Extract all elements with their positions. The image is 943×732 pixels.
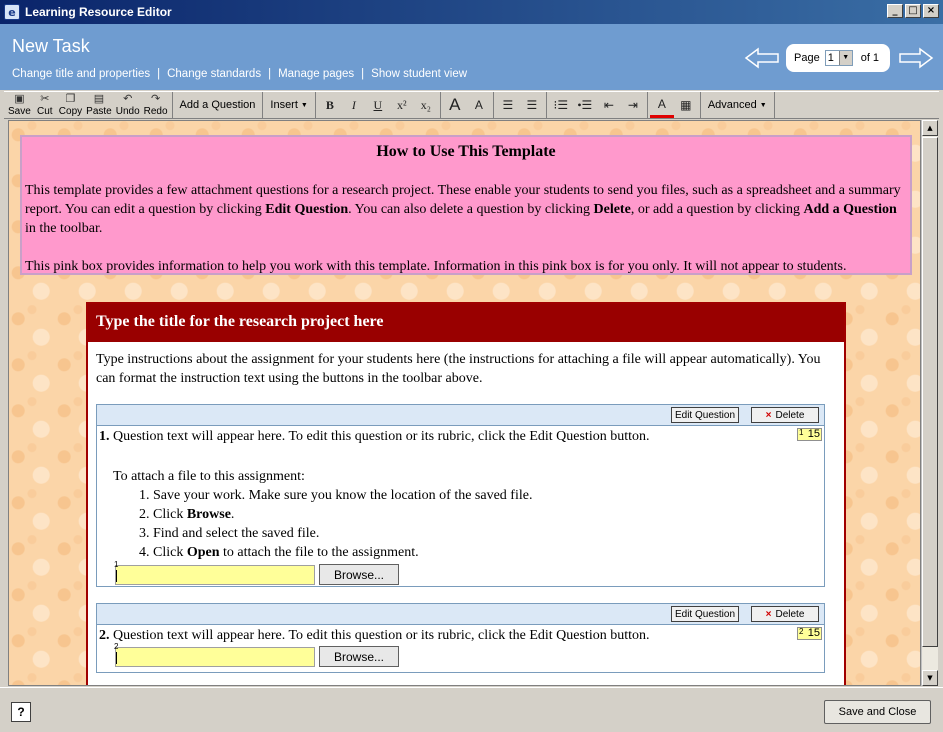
delete-question-2-button[interactable] [751,606,819,622]
save-button[interactable] [6,92,33,118]
question-number: 2. [99,628,110,643]
underline-button[interactable]: U [373,97,383,112]
redo-icon: ↷ [150,92,161,105]
question-2 [96,603,825,673]
maximize-button[interactable]: □ [905,4,921,18]
advanced-label: Advanced [707,99,757,111]
editor-toolbar [4,91,939,119]
info-paragraph-2: This pink box provides information to help you work with this template. Information in this pink box is for you only. It will not appear to students. [25,259,847,274]
file-path-input-2[interactable] [114,642,315,667]
question-text: Question text will appear here. To edit this question or its rubric, click the Edit Question button. [113,628,650,643]
text-cursor [116,570,117,582]
align-group [494,92,547,118]
question-2-toolbar [97,604,824,625]
info-bold-delete: Delete [593,202,631,217]
score-index: 2 [799,627,804,636]
info-paragraph-1 [25,181,907,238]
indent-icon[interactable]: ⇥ [627,97,638,112]
italic-button[interactable]: I [351,97,356,112]
redo-button[interactable] [142,92,170,118]
page-selector [786,44,890,72]
bulleted-list-icon[interactable]: •☰ [577,97,593,112]
subscript-button[interactable]: x₂ [420,97,431,112]
align-left-icon[interactable]: ☰ [502,97,514,112]
link-separator: | [268,68,272,80]
change-standards-link[interactable]: Change standards [167,68,262,80]
scissors-icon: ✂ [40,92,50,105]
numbered-list-icon[interactable]: ⁝☰ [553,97,569,112]
floppy-disk-icon: ▣ [14,92,25,105]
task-header [0,24,943,90]
link-separator: | [361,68,365,80]
info-heading: How to Use This Template [376,143,556,160]
editor-canvas[interactable] [8,120,921,686]
delete-label: Delete [775,409,805,421]
font-size-group [441,92,494,118]
list-group [547,92,648,118]
redo-label: Redo [143,105,168,117]
font-color-icon[interactable]: A [650,92,674,118]
superscript-button[interactable]: x² [397,97,407,112]
info-text: in the toolbar. [25,221,103,236]
task-title: New Task [12,36,90,56]
attach-step [153,524,824,543]
color-group [648,92,701,118]
add-question-group [173,92,264,118]
copy-button[interactable] [57,92,84,118]
attach-instructions [97,467,824,562]
previous-page-arrow-icon[interactable] [744,47,780,69]
undo-button[interactable] [114,92,142,118]
footer-bar [0,687,943,732]
paste-button[interactable] [84,92,114,118]
image-insert-icon[interactable]: ▦ [680,97,692,112]
close-button[interactable]: × [923,4,939,18]
score-value: 15 [807,627,820,639]
scroll-thumb[interactable] [922,137,938,647]
research-project-panel [86,302,846,686]
project-title[interactable]: Type the title for the research project here [88,304,844,342]
question-1-toolbar [97,405,824,426]
add-question-button[interactable]: Add a Question [179,99,256,111]
insert-menu-button[interactable] [265,92,312,118]
question-1-score[interactable] [797,428,822,441]
info-bold-edit: Edit Question [265,202,349,217]
attach-step [153,505,824,524]
score-value: 15 [807,428,820,440]
next-page-arrow-icon[interactable] [898,47,934,69]
question-2-score[interactable] [797,627,822,640]
step-bold: Open [186,545,220,560]
paste-label: Paste [86,105,112,117]
attach-step [153,543,824,562]
insert-label: Insert [270,99,298,111]
edit-question-2-button[interactable]: Edit Question [671,606,739,622]
info-text: This template provides a few attachment questions for a research project. These enable your students to send you files, such as a spreadsheet and a summary report. You can edit a question by clicking [25,183,901,217]
question-1-text[interactable] [97,426,824,448]
format-group [316,92,441,118]
step-text: Find and select the saved file. [153,526,320,541]
browse-button-2[interactable]: Browse... [319,646,399,667]
window-title: Learning Resource Editor [25,5,172,19]
question-number: 1. [99,429,110,444]
outdent-icon[interactable]: ⇤ [603,97,614,112]
page-label: Page [794,52,820,64]
show-student-view-link[interactable]: Show student view [371,68,468,80]
delete-question-1-button[interactable] [751,407,819,423]
file-index: 1 [114,560,119,569]
page-count: of 1 [860,52,880,64]
edit-question-1-button[interactable]: Edit Question [671,407,739,423]
question-text: Question text will appear here. To edit this question or its rubric, click the Edit Question button. [113,429,650,444]
page-select-value: 1 [827,52,834,64]
advanced-menu-button[interactable] [703,92,772,118]
grow-font-button[interactable]: A [449,95,461,114]
shrink-font-button[interactable]: A [474,98,483,112]
window-controls [887,4,939,18]
delete-x-icon: × [765,608,772,620]
file-upload-row [97,562,824,586]
save-label: Save [8,105,31,117]
bold-button[interactable]: B [325,97,334,112]
copy-label: Copy [58,105,83,117]
attach-step [153,486,824,505]
chevron-down-icon[interactable]: ▼ [839,51,852,65]
scroll-down-arrow-icon[interactable]: ▼ [922,670,938,686]
caret-down-icon: ▼ [300,101,308,109]
page-select[interactable] [825,50,853,66]
cut-button[interactable] [33,92,57,118]
copy-icon: ❐ [65,92,76,105]
text-cursor [116,652,117,664]
step-text: to attach the file to the assignment. [219,545,419,560]
question-1 [96,404,825,587]
step-text: Click [153,545,187,560]
undo-icon: ↶ [123,92,133,105]
help-icon[interactable]: ? [11,702,31,722]
clipboard-group [4,92,173,118]
browse-button-1[interactable]: Browse... [319,564,399,585]
file-index: 2 [114,642,119,651]
change-title-link[interactable]: Change title and properties [12,68,151,80]
advanced-group [701,92,775,118]
paste-icon: ▤ [93,92,105,105]
cut-label: Cut [37,105,53,117]
file-upload-row [97,644,824,668]
undo-label: Undo [115,105,140,117]
attach-steps [113,486,824,562]
template-info-box [20,135,912,275]
link-separator: | [157,68,161,80]
app-e-icon: e [4,4,20,20]
info-bold-add: Add a Question [803,202,897,217]
page-navigator [744,44,934,74]
score-index: 1 [799,428,804,437]
save-and-close-button[interactable]: Save and Close [824,700,931,724]
step-text: Save your work. Make sure you know the location of the saved file. [153,488,533,503]
delete-label: Delete [775,608,805,620]
caret-down-icon: ▼ [759,101,767,109]
project-instructions[interactable]: Type instructions about the assignment for your students here (the instructions for attaching a file will appear automatically). You can format the instruction text using the buttons in the toolbar above. [96,352,821,386]
step-text: Click [153,507,187,522]
title-bar [0,0,943,24]
info-text: , or add a question by clicking [630,202,804,217]
insert-group [263,92,315,118]
step-text: . [230,507,235,522]
file-path-input-1[interactable] [114,560,315,585]
scroll-up-arrow-icon[interactable]: ▲ [922,120,938,136]
header-links [12,68,467,80]
vertical-scrollbar[interactable] [921,120,938,686]
delete-x-icon: × [765,409,772,421]
attach-intro: To attach a file to this assignment: [113,469,305,484]
minimize-button[interactable]: _ [887,4,903,18]
info-text: . You can also delete a question by clicking [348,202,594,217]
manage-pages-link[interactable]: Manage pages [278,68,355,80]
step-bold: Browse [186,507,231,522]
align-center-icon[interactable]: ☰ [526,97,538,112]
